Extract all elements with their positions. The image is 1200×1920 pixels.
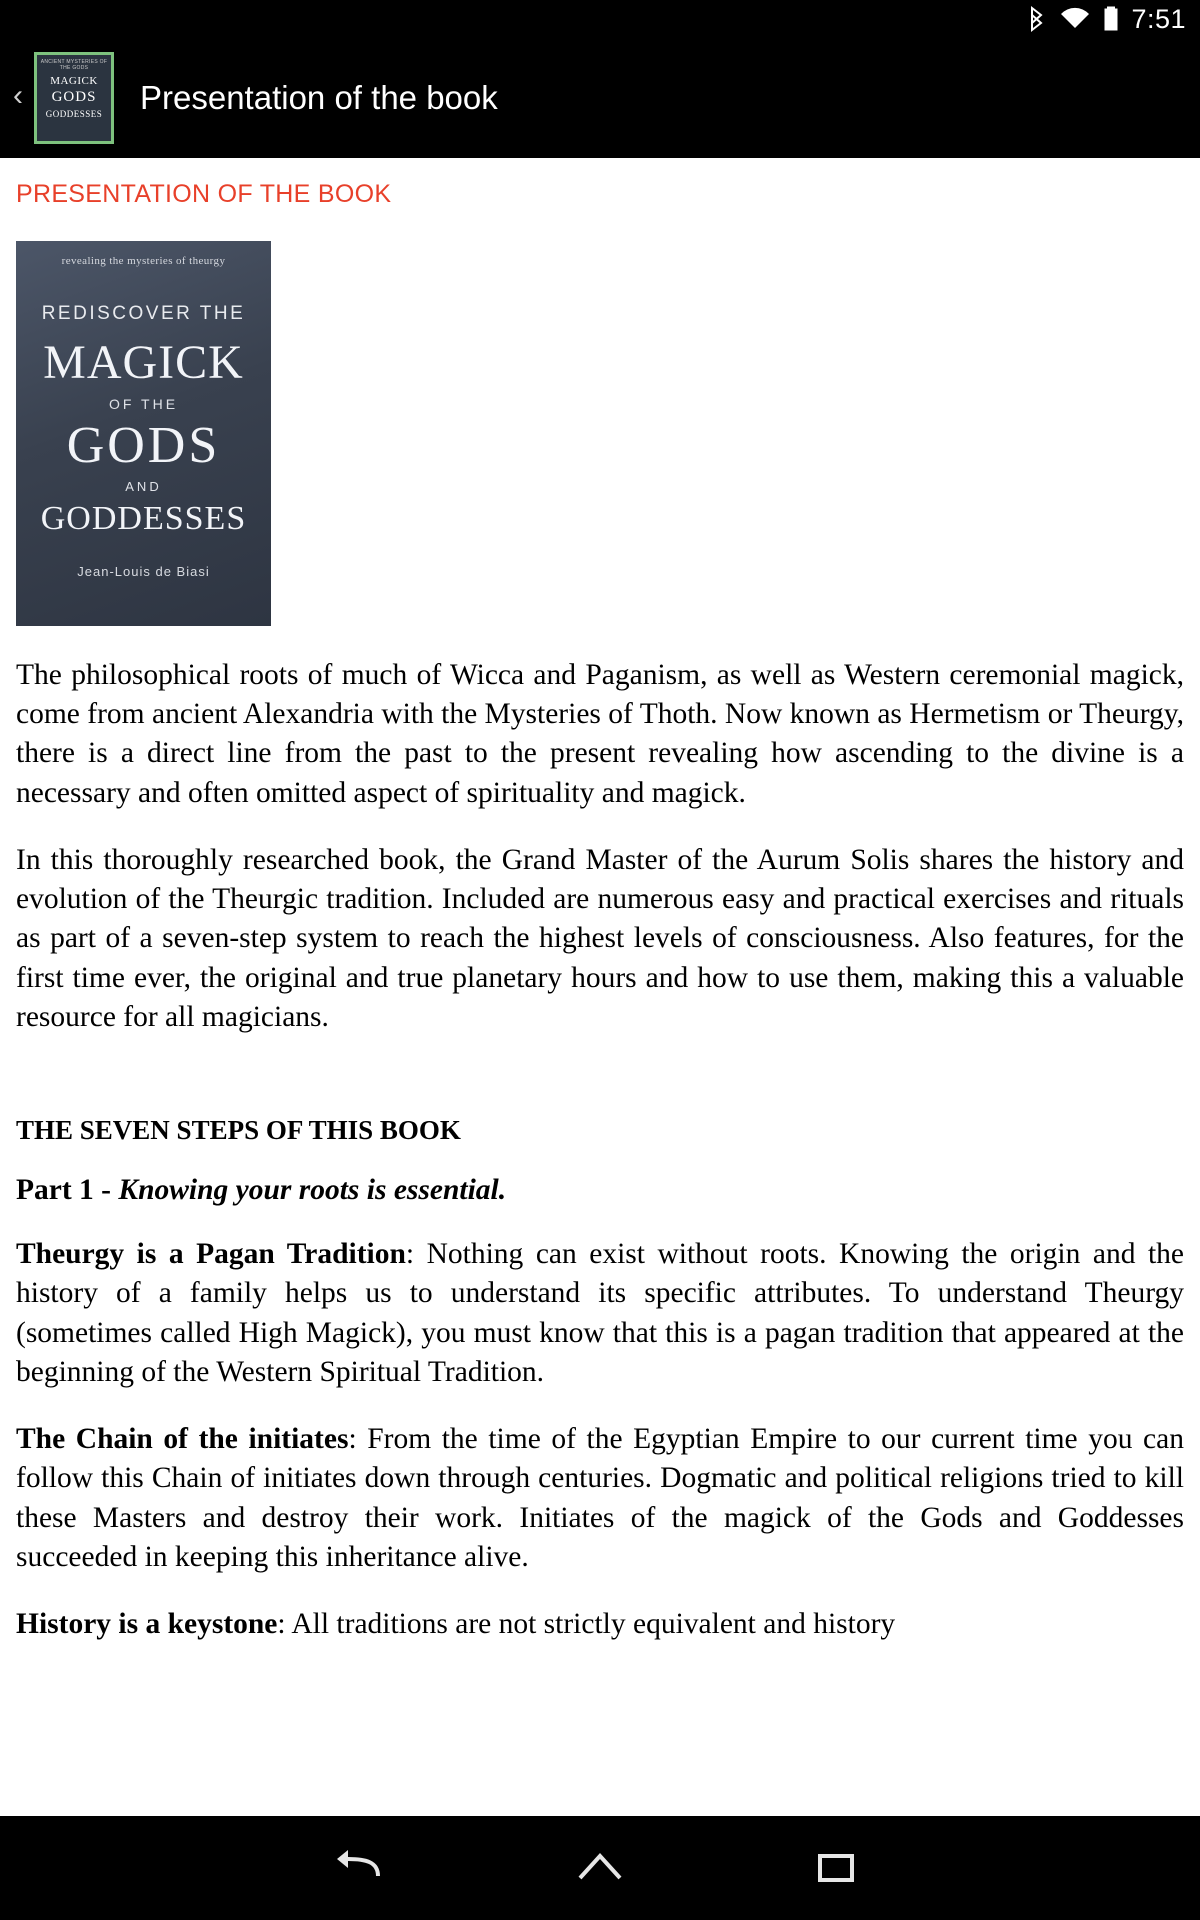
recents-nav-icon[interactable] [808,1846,864,1890]
back-chevron-icon[interactable]: ‹ [13,79,23,112]
bluetooth-icon [1027,5,1047,33]
cover-and-text: AND [125,479,162,494]
cover-gods-text: GODS [66,417,221,474]
status-bar [0,0,1200,38]
part-1-label: Part 1 - [16,1174,119,1207]
step-item-3 [16,1605,1184,1644]
step-item-1-body: : Nothing can exist without roots. Knowing the origin and the history of a family helps us to understand its specific attributes. To understand Theurgy (sometimes called High Magick), you must know that this is a pagan tradition that appeared at the beginning of the Western Spiritual Tradition. [16,1238,1184,1388]
status-icon-group [1027,5,1119,33]
cover-goddesses-text: GODDESSES [40,500,247,537]
vertical-spacer [16,1037,1184,1111]
cover-ofthe-text: OF THE [108,396,179,412]
step-item-2-title: The Chain of the initiates [16,1423,349,1456]
paragraph-intro-1: The philosophical roots of much of Wicca and Paganism, as well as Western ceremonial magick, come from ancient Alexandria with the Mysteries of Thoth. Now known as Hermetism or Theurgy, there is a direct line from the past to the present revealing how ascending to the divine is a necessary and often omitted aspect of spirituality and magick. [16,659,1185,809]
step-item-3-body: : All traditions are not strictly equivalent and history [277,1607,896,1640]
step-item-1 [16,1235,1184,1392]
system-navigation-bar [0,1816,1200,1920]
action-bar [0,38,1200,158]
thumbnail-magick-text: MAGICK [50,75,98,87]
book-thumbnail[interactable] [34,52,114,144]
page-title: Presentation of the book [140,79,498,116]
wifi-icon [1059,6,1091,32]
paragraph-intro-2: In this thoroughly researched book, the Grand Master of the Aurum Solis shares the history and evolution of the Theurgic tradition. Included are numerous easy and practical exercises and rituals as part of a seven-step system to reach the highest levels of consciousness. Also features, for the first time ever, the original and true planetary hours and how to use them, making this a valuable resource for all magicians. [16,843,1184,1033]
content-scroll-area[interactable] [0,158,1200,1816]
step-item-1-title: Theurgy is a Pagan Tradition [16,1238,406,1271]
back-nav-icon[interactable] [336,1846,392,1890]
home-nav-icon[interactable] [572,1846,628,1890]
part-1-title: Knowing your roots is essential. [118,1174,507,1207]
thumbnail-goddesses-text: GODDESSES [45,109,103,119]
thumbnail-tagline: ANCIENT MYSTERIES OF THE GODS [40,59,108,71]
cover-tagline: revealing the mysteries of theurgy [61,255,226,267]
battery-icon [1103,6,1119,32]
cover-rediscover-text: REDISCOVER THE [41,303,246,324]
part-1-line [16,1174,1184,1207]
thumbnail-gods-text: GODS [51,89,97,105]
cover-author-text: Jean-Louis de Biasi [77,564,210,579]
step-item-3-title: History is a keystone [16,1607,278,1640]
step-item-2 [16,1420,1184,1577]
step-item-2-body: : From the time of the Egyptian Empire to our current time you can follow this Chain of initiates down through centuries. Dogmatic and political religions tried to kill these Masters and destroy their work. Initiates of the magick of the Gods and Goddesses succeeded in keeping this inheritance alive. [16,1423,1184,1573]
status-time: 7:51 [1131,3,1186,34]
section-heading: PRESENTATION OF THE BOOK [16,180,392,208]
seven-steps-heading: THE SEVEN STEPS OF THIS BOOK [16,1115,461,1146]
cover-magick-text: MAGICK [43,336,244,389]
book-cover-image [16,241,271,626]
